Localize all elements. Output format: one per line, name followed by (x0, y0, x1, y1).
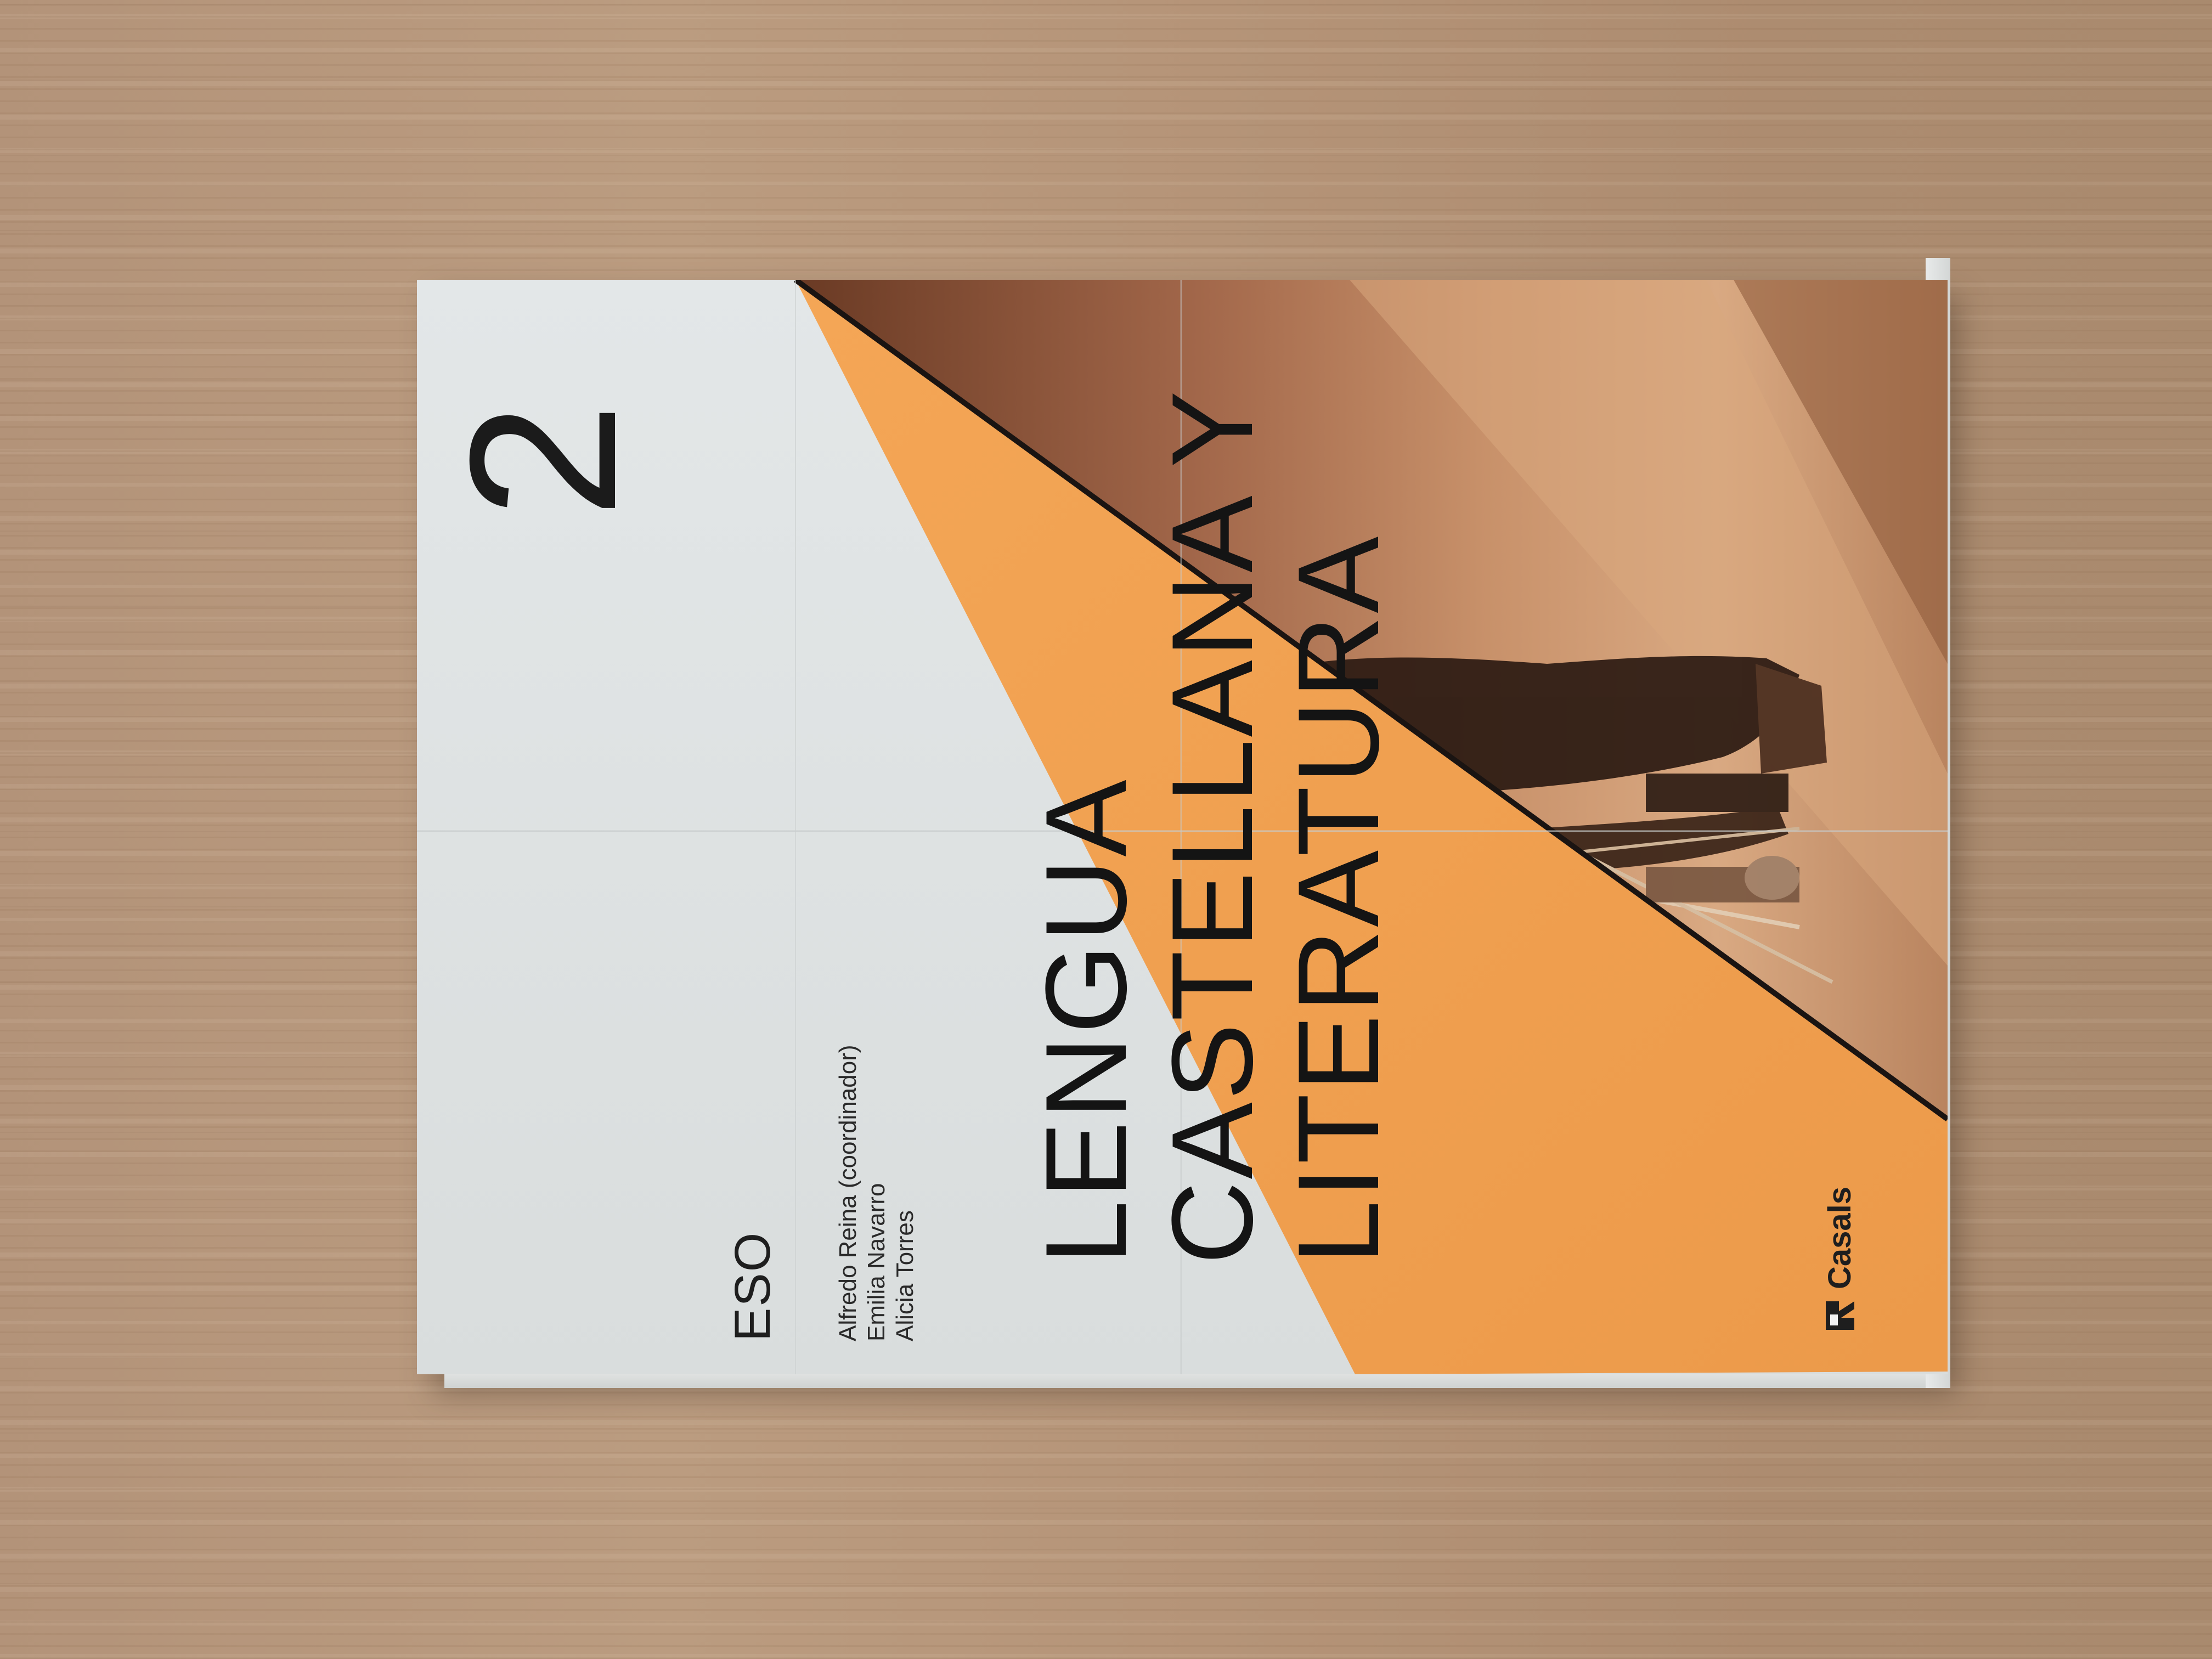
author-coordinator: Alfredo Reina (coordinador) (834, 1045, 861, 1341)
publisher-mark (1821, 1187, 1858, 1333)
title-line: CASTELLANA Y (1148, 388, 1277, 1265)
title-line: LITERATURA (1274, 534, 1403, 1265)
casals-logo-icon (1822, 1298, 1858, 1333)
author: Alicia Torres (891, 1210, 918, 1341)
author: Emilia Navarro (863, 1183, 890, 1341)
book-title (1023, 388, 1402, 1265)
stage-label: ESO (725, 1231, 781, 1341)
textbook-cover[interactable] (417, 280, 1948, 1374)
publisher-name: Casals (1822, 1186, 1858, 1289)
grade-number: 2 (426, 402, 659, 518)
author-list (834, 1045, 919, 1341)
title-line: LENGUA (1022, 777, 1150, 1265)
cover-text-layer (417, 280, 1948, 1374)
